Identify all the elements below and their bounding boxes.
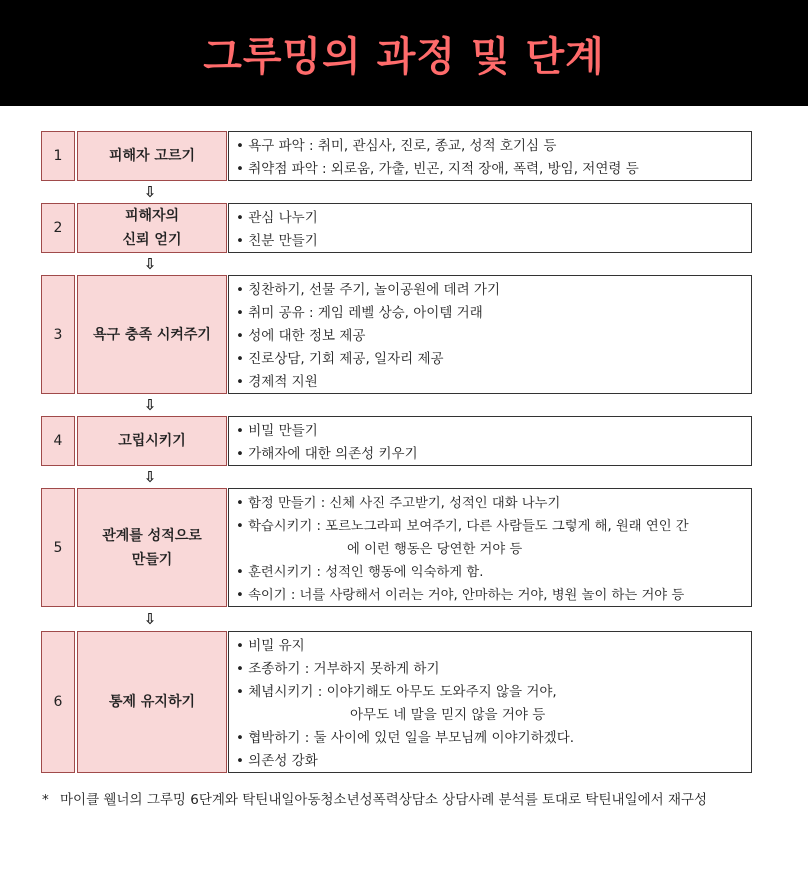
list-item: • 취미 공유 : 게임 레벨 상승, 아이템 거래	[236, 305, 483, 321]
down-arrow-icon: ⇩	[143, 468, 157, 486]
step-number: 6	[41, 631, 75, 773]
step-number: 5	[41, 488, 75, 607]
list-item: • 성에 대한 정보 제공	[236, 328, 366, 344]
list-item: • 협박하기 : 둘 사이에 있던 일을 부모님께 이야기하겠다.	[236, 730, 575, 746]
list-item: • 경제적 지원	[236, 374, 318, 390]
list-item-continuation: 아무도 네 말을 믿지 않을 거야 등	[350, 707, 546, 723]
list-item: • 속이기 : 너를 사랑해서 이러는 거야, 안마하는 거야, 병원 놀이 하는 거야 등	[236, 588, 685, 603]
list-item: • 칭찬하기, 선물 주기, 놀이공원에 데려 가기	[236, 282, 500, 298]
list-item: • 조종하기 : 거부하지 못하게 하기	[236, 661, 440, 677]
step-number: 1	[41, 131, 75, 181]
step-title	[77, 488, 227, 607]
step-description	[228, 416, 752, 466]
list-item: • 비밀 유지	[236, 638, 305, 654]
footnote-marker: *	[42, 792, 49, 808]
step-title-line: 피해자 고르기	[108, 148, 196, 164]
list-item: • 훈련시키기 : 성적인 행동에 익숙하게 함.	[236, 565, 484, 580]
step-number: 4	[41, 416, 75, 466]
step-description	[228, 631, 752, 773]
step-title	[77, 416, 227, 466]
list-item: • 의존성 강화	[236, 753, 318, 769]
step-description	[228, 131, 752, 181]
list-item: • 가해자에 대한 의존성 키우기	[236, 446, 418, 462]
step-2	[41, 203, 752, 253]
step-title	[77, 275, 227, 394]
step-title-line: 통제 유지하기	[108, 694, 196, 710]
list-item: • 친분 만들기	[236, 233, 318, 249]
step-title	[77, 203, 227, 253]
down-arrow-icon: ⇩	[143, 183, 157, 201]
list-item: • 학습시키기 : 포르노그라피 보여주기, 다른 사람들도 그렇게 해, 원래 연인 간	[236, 519, 689, 534]
down-arrow-icon: ⇩	[143, 610, 157, 628]
down-arrow-icon: ⇩	[143, 255, 157, 273]
step-title-line: 고립시키기	[118, 433, 186, 449]
footnote-text: 마이클 웰너의 그루밍 6단계와 탁틴내일아동청소년성폭력상담소 상담사례 분석를 토대로 탁틴내일에서 재구성	[60, 792, 708, 808]
list-item-continuation: 에 이런 행동은 당연한 거야 등	[347, 542, 523, 557]
step-4	[41, 416, 752, 466]
list-item: • 취약점 파악 : 외로움, 가출, 빈곤, 지적 장애, 폭력, 방임, 저연령 등	[236, 161, 639, 177]
step-title-line: 신뢰 얻기	[122, 232, 182, 248]
step-title-line: 관계를 성적으로	[102, 527, 202, 544]
list-item: • 관심 나누기	[236, 210, 318, 226]
step-description	[228, 275, 752, 394]
step-title	[77, 131, 227, 181]
footnote	[42, 789, 762, 812]
down-arrow-icon: ⇩	[143, 396, 157, 414]
step-title	[77, 631, 227, 773]
step-title-line: 욕구 충족 시켜주기	[93, 326, 211, 343]
step-number: 2	[41, 203, 75, 253]
step-5	[41, 488, 752, 607]
page-title: 그루밍의 과정 및 단계	[203, 33, 605, 80]
step-description	[228, 203, 752, 253]
step-title-line: 만들기	[131, 551, 173, 568]
step-1	[41, 131, 752, 181]
step-number: 3	[41, 275, 75, 394]
step-6	[41, 631, 752, 773]
step-description	[228, 488, 752, 607]
list-item: • 비밀 만들기	[236, 423, 318, 439]
step-title-line: 피해자의	[124, 208, 180, 224]
list-item: • 욕구 파악 : 취미, 관심사, 진로, 종교, 성적 호기심 등	[236, 138, 557, 154]
list-item: • 진로상담, 기회 제공, 일자리 제공	[236, 351, 444, 367]
header-banner	[0, 0, 808, 106]
step-3	[41, 275, 752, 394]
list-item: • 체념시키기 : 이야기해도 아무도 도와주지 않을 거야,	[236, 684, 557, 700]
list-item: • 함정 만들기 : 신체 사진 주고받기, 성적인 대화 나누기	[236, 496, 561, 511]
